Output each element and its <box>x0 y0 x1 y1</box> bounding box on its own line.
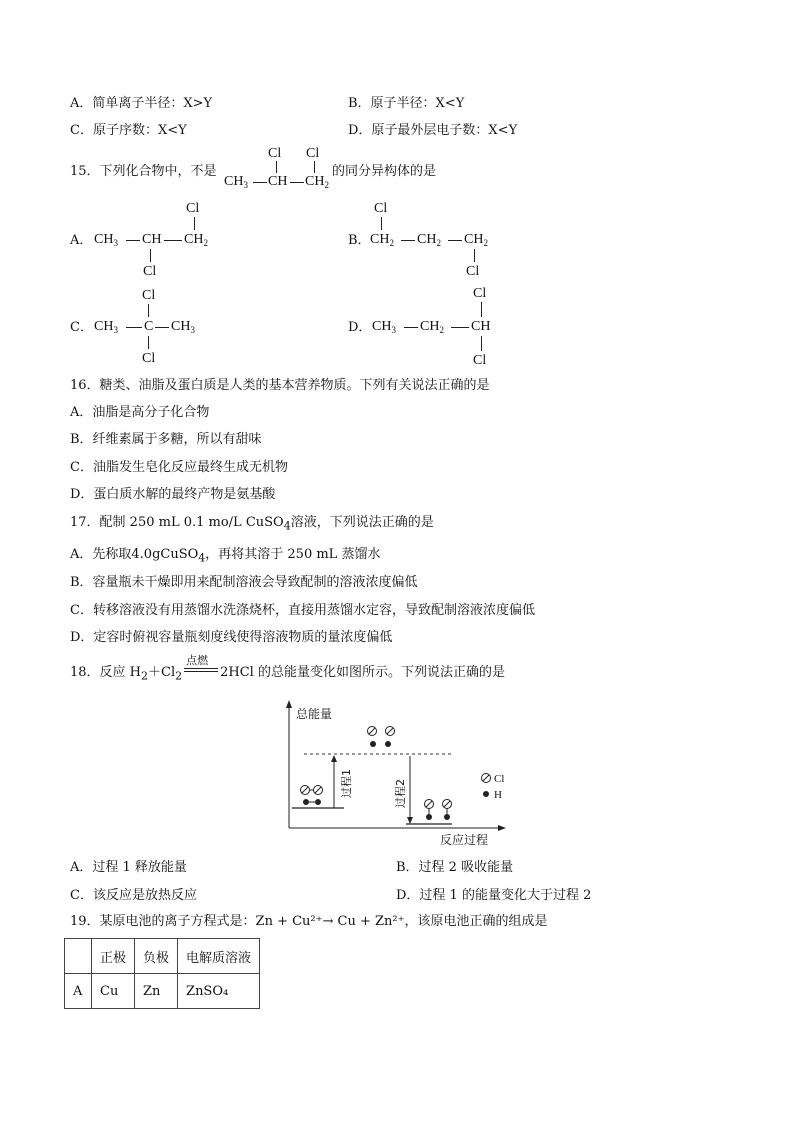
q15a-bond <box>164 240 182 241</box>
q17-stem-before: 17．配制 250 mL 0.1 mo/L CuSO <box>70 515 284 530</box>
q18-sub-cl2: 2 <box>175 669 183 683</box>
q15c-sub3-2: 3 <box>190 325 195 335</box>
q15c-c: C <box>144 319 154 334</box>
q15c-ch3-1-text: CH <box>94 319 114 334</box>
reactant-h2-molecule <box>303 799 321 805</box>
process2-label: 过程2 <box>394 779 407 808</box>
q15d-bond <box>481 302 482 317</box>
q18-stem-mid: ＋Cl <box>148 665 176 680</box>
q15-stem-sub3: 3 <box>243 180 248 190</box>
q15c-bond <box>148 336 149 349</box>
q15d-cl-bottom: Cl <box>473 353 487 368</box>
q15a-bond <box>194 217 195 230</box>
q18-stem <box>70 654 505 685</box>
q17-stem <box>70 515 434 535</box>
q18-condition: 点燃 <box>186 654 209 667</box>
table-cell: A <box>65 974 92 1009</box>
process1-label: 过程1 <box>340 769 353 798</box>
q16-stem: 16．糖类、油脂及蛋白质是人类的基本营养物质。下列有关说法正确的是 <box>70 378 490 393</box>
q15b-ch2-3 <box>464 232 488 251</box>
q15-option-b-label: B． <box>348 233 371 248</box>
reactant-cl2-molecule <box>301 786 323 795</box>
table-header-cell: 正极 <box>92 939 135 974</box>
q15a-bond <box>150 249 151 262</box>
q15d-sub2: 2 <box>439 325 444 335</box>
q15b-cl-bottom: Cl <box>466 264 480 279</box>
q15-stem-bond <box>314 161 315 173</box>
q17-option-d: D．定容时俯视容量瓶刻度线使得溶液物质的量浓度偏低 <box>70 630 393 645</box>
q15b-cl-top: Cl <box>374 201 388 216</box>
q18-product: 2HCl <box>220 665 254 680</box>
q15d-cl-top: Cl <box>473 286 487 301</box>
q15d-bond <box>404 327 418 328</box>
q15b-ch2-1-text: CH <box>370 232 390 247</box>
q15c-ch3-1 <box>94 319 118 338</box>
process2-arrowhead <box>407 817 413 824</box>
q15c-bond <box>126 327 142 328</box>
q15b-sub2-1: 2 <box>389 238 394 248</box>
q15-stem-ch2 <box>305 174 329 193</box>
q15a-sub3: 3 <box>113 238 118 248</box>
q15-option-d-label: D． <box>348 320 372 335</box>
q18-stem-pre: 18．反应 H <box>70 665 142 680</box>
q16-option-c: C．油脂发生皂化反应最终生成无机物 <box>70 460 288 475</box>
product-hcl-molecules <box>425 800 452 821</box>
separated-atoms <box>368 727 395 748</box>
q15b-bond <box>448 240 462 241</box>
q16-option-d: D．蛋白质水解的最终产物是氨基酸 <box>70 487 276 502</box>
q15b-bond <box>401 240 415 241</box>
legend-cl: Cl <box>494 773 505 785</box>
q15-stem-sub2: 2 <box>324 180 329 190</box>
q15c-cl-bottom: Cl <box>142 351 156 366</box>
q18-option-c: C．该反应是放热反应 <box>70 888 197 903</box>
q15c-bond <box>148 304 149 317</box>
q17-a-sub: 4 <box>198 551 206 565</box>
q15b-bond <box>474 249 475 262</box>
q15-stem-cl-2: Cl <box>306 146 320 161</box>
q15d-sub3: 3 <box>391 325 396 335</box>
q18-option-b: B．过程 2 吸收能量 <box>396 860 514 875</box>
q15a-sub2: 2 <box>203 238 208 248</box>
q18-stem-after: 的总能量变化如图所示。下列说法正确的是 <box>253 665 505 680</box>
q15a-ch2 <box>184 232 208 251</box>
table-header-cell: 电解质溶液 <box>178 939 260 974</box>
q15-stem-ch: CH <box>268 174 288 189</box>
q15a-ch3-text: CH <box>94 232 114 247</box>
q15d-ch: CH <box>471 319 491 334</box>
x-axis-arrow <box>498 825 506 831</box>
q16-option-b: B．纤维素属于多糖，所以有甜味 <box>70 432 262 447</box>
q14-option-b: B．原子半径：X<Y <box>348 96 465 111</box>
q14-option-d: D．原子最外层电子数：X<Y <box>348 123 518 138</box>
q17-a-before: A．先称取4.0gCuSO <box>70 547 199 562</box>
q15d-ch3 <box>372 319 396 338</box>
q17-option-b: B．容量瓶未干燥即用来配制溶液会导致配制的溶液浓度偏低 <box>70 575 418 590</box>
q15b-ch2-3-text: CH <box>464 232 484 247</box>
q15a-ch2-text: CH <box>184 232 204 247</box>
q15a-cl-top: Cl <box>186 201 200 216</box>
q15-stem-bond <box>276 161 277 173</box>
q15b-ch2-2 <box>417 232 441 251</box>
q15a-ch3 <box>94 232 118 251</box>
q17-stem-sub: 4 <box>283 519 291 533</box>
q15c-ch3-2-text: CH <box>171 319 191 334</box>
q16-option-a: A．油脂是高分子化合物 <box>70 405 210 420</box>
q15b-sub2-3: 2 <box>483 238 488 248</box>
legend <box>482 773 505 801</box>
q18-arrow <box>184 654 218 681</box>
q15-stem-cl-1: Cl <box>268 146 282 161</box>
table-header-row <box>65 939 260 974</box>
q15d-bond <box>451 327 469 328</box>
table-cell: Zn <box>135 974 178 1009</box>
q15d-ch2 <box>420 319 444 338</box>
q15c-cl-top: Cl <box>142 288 156 303</box>
q15-option-c-label: C． <box>70 320 93 335</box>
q14-option-a: A．简单离子半径：X>Y <box>70 96 213 111</box>
table-cell: Cu <box>92 974 135 1009</box>
q15a-cl-bottom: Cl <box>143 264 157 279</box>
process1-arrowhead <box>331 755 337 762</box>
y-axis-label: 总能量 <box>296 707 333 721</box>
table-header-cell <box>65 939 92 974</box>
q15d-ch2-text: CH <box>420 319 440 334</box>
q15-stem-ch3: CH <box>224 174 244 189</box>
q15b-ch2-1 <box>370 232 394 251</box>
q15b-bond <box>381 217 382 230</box>
q15-option-a-label: A． <box>70 233 93 248</box>
q15d-bond <box>481 336 482 351</box>
q15c-bond <box>155 327 169 328</box>
q18-sub-h2: 2 <box>141 669 149 683</box>
x-axis-label: 反应过程 <box>440 833 489 847</box>
q19-stem: 19．某原电池的离子方程式是：Zn + Cu²⁺→ Cu + Zn²⁺，该原电池正确的组成是 <box>70 914 548 929</box>
q17-stem-after: 溶液，下列说法正确的是 <box>290 515 434 530</box>
q15d-ch3-text: CH <box>372 319 392 334</box>
q17-option-a <box>70 547 380 567</box>
q18-energy-diagram <box>280 698 520 850</box>
q15-stem-after: 的同分异构体的是 <box>332 164 437 179</box>
table-row <box>65 974 260 1009</box>
q18-option-a: A．过程 1 释放能量 <box>70 860 187 875</box>
q15-stem-bond <box>290 182 304 183</box>
q15b-ch2-2-text: CH <box>417 232 437 247</box>
q15-stem-ch2-text: CH <box>305 174 325 189</box>
legend-h: H <box>494 789 502 801</box>
q17-a-after: ，再将其溶于 250 mL 蒸馏水 <box>205 547 381 562</box>
q15-stem-bond <box>253 182 267 183</box>
q15-stem-chain <box>224 174 248 193</box>
q17-option-c: C．转移溶液没有用蒸馏水洗涤烧杯，直接用蒸馏水定容，导致配制溶液浓度偏低 <box>70 603 535 618</box>
q15b-sub2-2: 2 <box>436 238 441 248</box>
q14-option-c: C．原子序数：X<Y <box>70 123 187 138</box>
q15a-ch: CH <box>142 232 162 247</box>
q15c-sub3-1: 3 <box>113 325 118 335</box>
table-header-cell: 负极 <box>135 939 178 974</box>
q15-stem-before: 15．下列化合物中，不是 <box>70 164 217 179</box>
table-cell: ZnSO₄ <box>178 974 260 1009</box>
q18-option-d: D．过程 1 的能量变化大于过程 2 <box>396 888 592 903</box>
q15a-bond <box>126 240 140 241</box>
q15c-ch3-2 <box>171 319 195 338</box>
y-axis-arrow <box>286 700 292 708</box>
q19-table <box>64 938 260 1009</box>
